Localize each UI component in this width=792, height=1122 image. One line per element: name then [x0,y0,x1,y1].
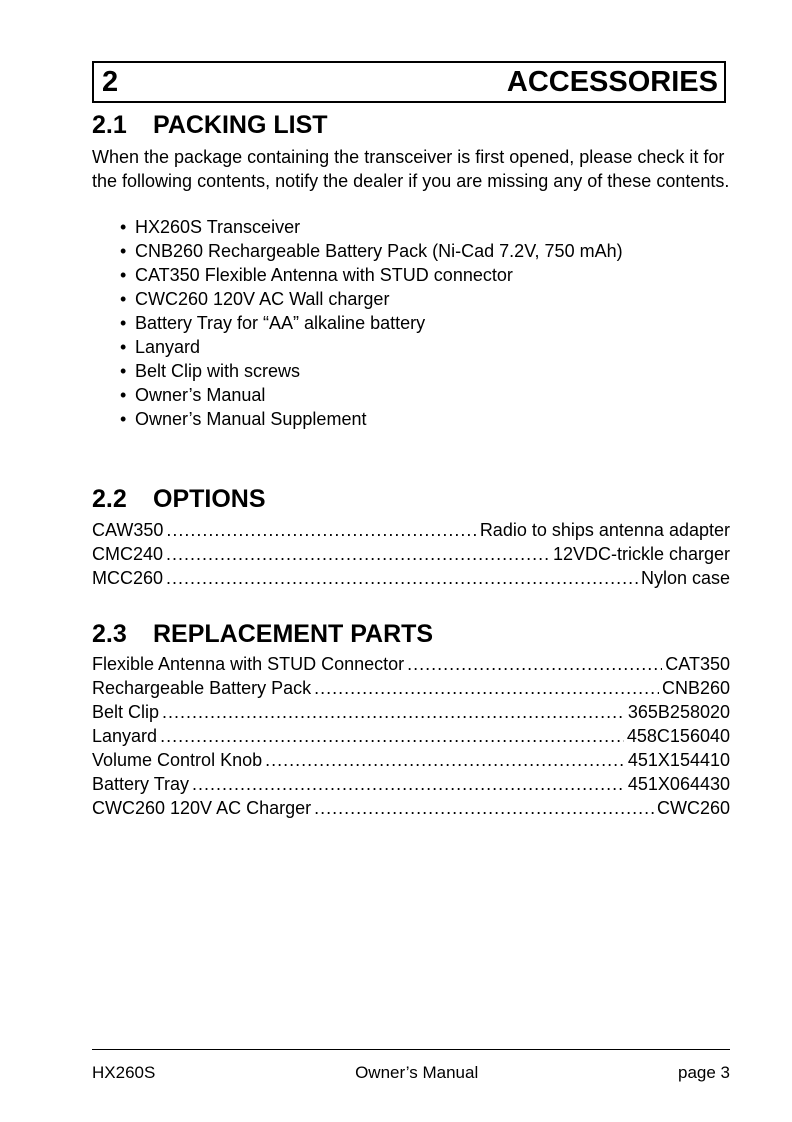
section-number: 2.1 [92,111,127,139]
bullet-icon: • [120,265,127,285]
section-heading-packing-list [92,113,328,138]
list-item: • Belt Clip with screws [120,361,301,381]
part-row: Rechargeable Battery Pack ..... CNB260 [92,676,730,700]
part-row: Volume Control Knob ..... 451X154410 [92,748,730,772]
section-heading-replacement-parts [92,622,433,647]
bullet-icon: • [120,241,127,261]
list-item: • Owner’s Manual [120,385,266,405]
packing-intro: When the package containing the transceiver is first opened, please check it for the following contents, notify the dealer if you are missing any of these contents. [92,147,730,191]
dot-leader [166,566,638,590]
chapter-number: 2 [102,65,119,98]
list-item: • CAT350 Flexible Antenna with STUD connector [120,265,513,285]
chapter-title: ACCESSORIES [506,65,718,98]
footer-doc-title: Owner’s Manual [355,1063,479,1082]
option-row-cmc240: CMC240 ..... 12VDC-trickle charger [92,542,730,566]
list-item: • CNB260 Rechargeable Battery Pack (Ni-Cad 7.2V, 750 mAh) [120,241,623,261]
part-row: CWC260 120V AC Charger ..... CWC260 [92,796,730,820]
option-row-caw350: CAW350 ..... Radio to ships antenna adapter [92,518,730,542]
part-row: Flexible Antenna with STUD Connector ..... CAT350 [92,652,730,676]
chapter-header [92,61,726,103]
dot-leader [407,652,662,676]
footer-page-number: page 3 [677,1063,730,1082]
footer-rule [92,1049,730,1050]
options-list [92,518,730,590]
section-title: REPLACEMENT PARTS [153,620,434,648]
dot-leader [162,700,625,724]
bullet-icon: • [120,313,127,333]
section-heading-options [92,487,266,512]
section-title: PACKING LIST [153,111,328,139]
bullet-icon: • [120,217,127,237]
dot-leader [314,676,659,700]
section-number: 2.3 [92,620,127,648]
section-number: 2.2 [92,485,127,513]
list-item: • Owner’s Manual Supplement [120,409,367,429]
bullet-icon: • [120,289,127,309]
dot-leader [166,542,550,566]
page-footer [92,1063,730,1083]
bullet-icon: • [120,385,127,405]
dot-leader [166,518,476,542]
replacement-parts-list [92,652,730,820]
dot-leader [160,724,624,748]
list-item: • Battery Tray for “AA” alkaline battery [120,313,426,333]
section-title: OPTIONS [153,485,266,513]
packing-list [120,215,623,431]
dot-leader [265,748,625,772]
dot-leader [314,796,654,820]
bullet-icon: • [120,409,127,429]
list-item: • HX260S Transceiver [120,217,301,237]
part-row: Battery Tray ..... 451X064430 [92,772,730,796]
footer-model: HX260S [92,1063,156,1082]
part-row: Belt Clip ..... 365B258020 [92,700,730,724]
dot-leader [192,772,625,796]
list-item: • CWC260 120V AC Wall charger [120,289,390,309]
list-item: • Lanyard [120,337,201,357]
bullet-icon: • [120,337,127,357]
option-row-mcc260: MCC260 ..... Nylon case [92,566,730,590]
part-row: Lanyard ..... 458C156040 [92,724,730,748]
bullet-icon: • [120,361,127,381]
